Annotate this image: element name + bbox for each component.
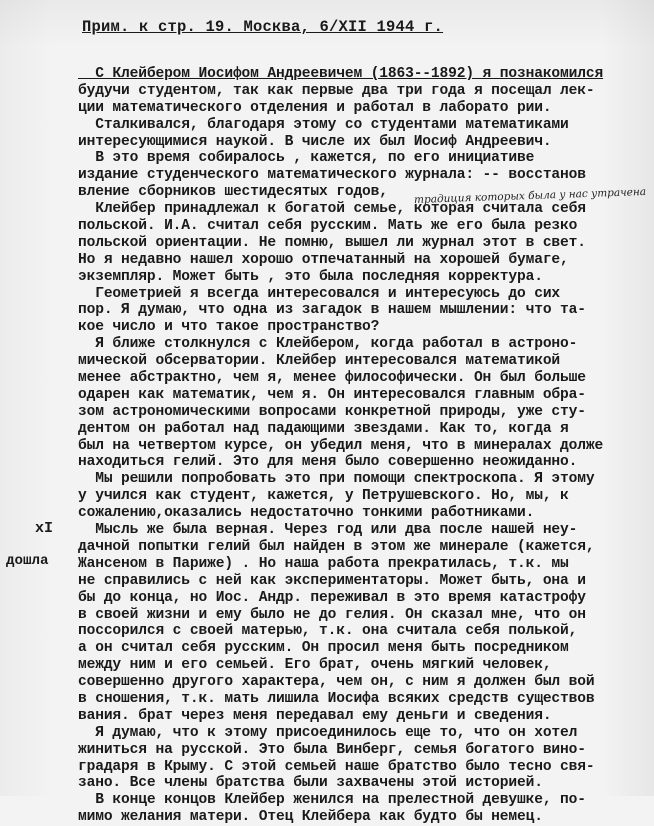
text-line: сожалению,оказались недостаточно тонкими работниками. [78, 505, 535, 522]
text-line: В конце концов Клейбер женился на прелестной девушке, по- [78, 792, 586, 809]
text-line: бы до конца, но Иос. Андр. переживал в это время катастрофу [78, 589, 586, 606]
text-line: градаря в Крыму. С этой семьей наше братство было тесно свя- [78, 758, 595, 775]
page-header: Прим. к стр. 19. Москва, 6/XII 1944 г. [82, 18, 444, 36]
handwritten-insertion: традиция которых была у нас утрачена [413, 185, 647, 207]
text-line: С Клейбером Иосифом Андреевичем (1863--1892) я познакомился [78, 66, 604, 82]
text-line: был на четвертом курсе, он убедил меня, что в минералах долже [78, 437, 604, 454]
text-line: издание студенческого математического журнала: -- восстанов [78, 167, 586, 184]
text-line: мимо желания матери. Отец Клейбера как будто бы немец. [78, 809, 543, 826]
text-line: менее абстрактно, чем я, менее философически. Он был больше [78, 370, 586, 387]
text-line: Клейбер принадлежал к богатой семье, которая считала себя [78, 201, 586, 218]
text-line: не справились с ней как экспериментаторы. Может быть, она и [78, 572, 586, 589]
text-line: Но я недавно нашел хорошо отпечатанный на хорошей бумаге, [78, 251, 569, 268]
text-line: зом астрономическими вопросами конкретной природы, уже сту- [78, 403, 586, 420]
text-line: жиниться на русской. Это была Винберг, семья богатого вино- [78, 741, 586, 758]
text-line: Жансеном в Париже) . Но наша работа прекратилась, т.к. мы [78, 555, 569, 572]
text-line: кое число и что такое пространство? [78, 319, 380, 336]
text-line: между ним и его семьей. Его брат, очень мягкий человек, [78, 657, 552, 674]
text-line: Сталкивался, благодаря этому со студентами математиками [78, 116, 569, 133]
text-line: в своей жизни и ему было не до гелия. Он сказал мне, что он [78, 606, 586, 623]
text-line: пор. Я думаю, что одна из загадок в нашем мышлении: что та- [78, 302, 586, 319]
text-line: польской ориентации. Не помню, вышел ли журнал этот в свет. [78, 234, 586, 251]
margin-mark: хI [35, 520, 54, 537]
text-line: в сношения, т.к. мать лишила Иосифа всяких средств существов [78, 690, 595, 707]
text-line: дентом он работал над падающими звездами. Как то, когда я [78, 420, 569, 437]
text-line: поссорился с своей матерью, т.к. она считала себя полькой, [78, 623, 578, 640]
text-line: находиться гелий. Это для меня было совершенно неожиданно. [78, 454, 578, 471]
text-line: вания. брат через меня передавал ему деньги и сведения. [78, 707, 552, 724]
body-text [78, 66, 647, 826]
text-line: интересующимися наукой. В числе их был Иосиф Андреевич. [78, 133, 552, 150]
text-line: В это время собиралось , кажется, по его инициативе [78, 150, 535, 167]
text-line: у учился как студент, кажется, у Петрушевского. Но, мы, к [78, 488, 569, 505]
text-line: одарен как математик, чем я. Он интересовался главным обра- [78, 386, 586, 403]
text-line: Я думаю, что к этому присоединилось еще то, что он хотел [78, 724, 578, 741]
text-line: польской. И.А. считал себя русским. Мать же его была резко [78, 218, 578, 235]
text-line: экземпляр. Может быть , это была последняя корректура. [78, 268, 543, 285]
text-line: зано. Все члены братства были захвачены этой историей. [78, 775, 543, 792]
text-line: Мы решили попробовать это при помощи спектроскопа. Я этому [78, 471, 595, 488]
text-line: совершенно другого характера, чем он, с ним я должен был вой [78, 674, 595, 691]
text-line: дачной попытки гелий был найден в этом же минерале (кажется, [78, 538, 595, 555]
margin-note: дошла [6, 553, 49, 569]
text-line: Я ближе столкнулся с Клейбером, когда работал в астроно- [78, 336, 578, 353]
text-line: будучи студентом, так как первые два три года я посещал лек- [78, 82, 595, 99]
text-line: мической обсерватории. Клейбер интересовался математикой [78, 353, 561, 370]
text-line: вление сборников шестидесятых годов, [78, 184, 388, 201]
text-line: ции математического отделения и работал в лаборато рии. [78, 99, 552, 116]
text-line: Геометрией я всегда интересовался и интересуюсь до сих [78, 285, 561, 302]
text-line: Мысль же была верная. Через год или два после нашей неу- [78, 522, 578, 539]
text-line: а он считал себя русским. Он просил меня быть посредником [78, 640, 569, 657]
